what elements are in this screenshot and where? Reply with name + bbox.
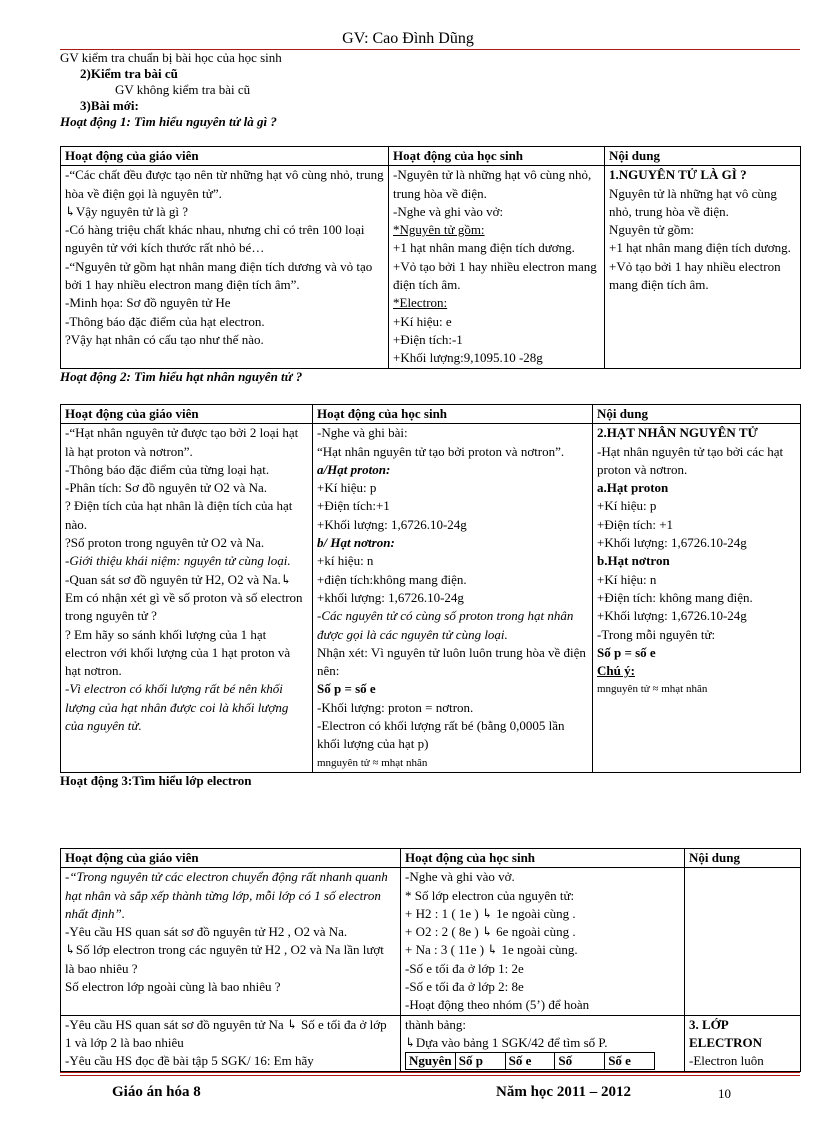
inner-header: Số e — [605, 1053, 655, 1070]
col-header: Nội dung — [685, 849, 801, 868]
teacher-cell: -“Các chất đều được tạo nên từ những hạt vô cùng nhỏ, trung hòa về điện gọi là nguyên tử”. ↳Vậy nguyên tử là gì ? -Có hàng triệu chất khác nhau, nhưng chỉ có trên 100 loại nguyên tử với kích thước rất nhỏ bé… -“Nguyên tử gồm hạt nhân mang điện tích dương và vỏ tạo bởi 1 hay nhiều electron mang điện tích âm”. -Minh họa: Sơ đồ nguyên tử He -Thông báo đặc điểm của hạt electron. ?Vậy hạt nhân có cấu tạo như thế nào. — [61, 166, 389, 368]
section-heading: 3)Bài mới: — [80, 98, 139, 113]
page-header: GV: Cao Đình Dũng — [342, 30, 474, 47]
content-cell — [685, 868, 801, 1015]
footer-left: Giáo án hóa 8 — [112, 1084, 201, 1100]
activity-2-table — [60, 404, 800, 789]
section-heading: 2)Kiểm tra bài cũ — [80, 66, 178, 81]
intro-line: GV kiểm tra chuẩn bị bài học của học sinh — [60, 50, 282, 65]
intro — [60, 50, 800, 130]
inner-header: Số e — [505, 1053, 555, 1070]
content-cell: 1.NGUYÊN TỬ LÀ GÌ ? Nguyên tử là những hạt vô cùng nhỏ, trung hòa về điện. Nguyên tử gồm: +1 hạt nhân mang điện tích dương. +Vỏ tạo bởi 1 hay nhiều electron mang điện tích âm. — [605, 166, 801, 368]
col-header: Hoạt động của học sinh — [389, 147, 605, 166]
col-header: Hoạt động của giáo viên — [61, 147, 389, 166]
student-cell: -Nguyên tử là những hạt vô cùng nhỏ, trung hòa về điện. -Nghe và ghi vào vở: *Nguyên tử gồm: +1 hạt nhân mang điện tích dương. +Vỏ tạo bởi 1 hay nhiều electron mang điện tích âm. *Electron: +Kí hiệu: e +Điện tích:-1 +Khối lượng:9,1095.10 -28g — [389, 166, 605, 368]
teacher-cell: -“Hạt nhân nguyên tử được tạo bởi 2 loại hạt là hạt proton và nơtron”. -Thông báo đặc điểm của từng loại hạt. -Phân tích: Sơ đồ nguyên tử O2 và Na. ? Điện tích của hạt nhân là điện tích của hạt nào. ?Số proton trong nguyên tử O2 và Na. -Giới thiệu khái niệm: nguyên tử cùng loại. -Quan sát sơ đồ nguyên tử H2, O2 và Na.↳ Em có nhận xét gì về số proton và số electron trong nguyên tử ? ? Em hãy so sánh khối lượng của 1 hạt electron với khối lượng của 1 hạt proton và hạt nơtron. -Vì electron có khối lượng rất bé nên khối lượng của hạt nhân được coi là khối lượng của nguyên tử. — [61, 424, 313, 773]
teacher-cell: -Yêu cầu HS quan sát sơ đồ nguyên tử Na ↳ Số e tối đa ở lớp 1 và lớp 2 là bao nhiêu -Yêu cầu HS đọc đề bài tập 5 SGK/ 16: Em hãy — [61, 1015, 401, 1071]
teacher-cell: -“Trong nguyên tử các electron chuyển động rất nhanh quanh hạt nhân và sắp xếp thành từng lớp, mỗi lớp có 1 số electron nhất định”. -Yêu cầu HS quan sát sơ đồ nguyên tử H2 , O2 và Na. ↳Số lớp electron trong các nguyên tử H2 , O2 và Na lần lượt là bao nhiêu ? Số electron lớp ngoài cùng là bao nhiêu ? — [61, 868, 401, 1015]
activity-title: Hoạt động 2: Tìm hiểu hạt nhân nguyên tử ? — [60, 368, 303, 384]
intro-line: GV không kiểm tra bài cũ — [115, 82, 251, 97]
student-cell: -Nghe và ghi vào vở. * Số lớp electron của nguyên tử: + H2 : 1 ( 1e ) ↳ 1e ngoài cùng . + O2 : 2 ( 8e ) ↳ 6e ngoài cùng . + Na : 3 ( 11e ) ↳ 1e ngoài cùng. -Số e tối đa ở lớp 1: 2e -Số e tối đa ở lớp 2: 8e -Hoạt động theo nhóm (5’) để hoàn — [401, 868, 685, 1015]
footer-line — [60, 1075, 800, 1076]
content-cell: 2.HẠT NHÂN NGUYÊN TỬ -Hạt nhân nguyên tử tạo bởi các hạt proton và nơtron. a.Hạt proton +Kí hiệu: p +Điện tích: +1 +Khối lượng: 1,6726.10-24g b.Hạt nơtron +Kí hiệu: n +Điện tích: không mang điện. +Khối lượng: 1,6726.10-24g -Trong mỗi nguyên tử: Số p = số e Chú ý: mnguyên tử ≈ mhạt nhân — [593, 424, 801, 773]
activity-title: Hoạt động 3:Tìm hiểu lớp electron — [60, 772, 252, 788]
footer-line — [60, 1072, 800, 1073]
content-cell: 3. LỚP ELECTRON -Electron luôn — [685, 1015, 801, 1071]
activity-title: Hoạt động 1: Tìm hiểu nguyên tử là gì ? — [60, 114, 277, 129]
col-header: Nội dung — [605, 147, 801, 166]
student-cell: thành bảng: ↳Dựa vào bảng 1 SGK/42 để tìm số P. Nguyên Số p Số e Số Số e — [401, 1015, 685, 1071]
col-header: Nội dung — [593, 405, 801, 424]
activity-3-table — [60, 848, 800, 1072]
page-number: 10 — [718, 1086, 731, 1101]
col-header: Hoạt động của học sinh — [401, 849, 685, 868]
footer-right: Năm học 2011 – 2012 — [496, 1084, 631, 1100]
inner-header: Nguyên — [406, 1053, 456, 1070]
student-cell: -Nghe và ghi bài: “Hạt nhân nguyên tử tạo bởi proton và nơtron”. a/Hạt proton: +Kí hiệu: p +Điện tích:+1 +Khối lượng: 1,6726.10-24g b/ Hạt nơtron: +kí hiệu: n +điện tích:không mang điện. +khối lượng: 1,6726.10-24g -Các nguyên tử có cùng số proton trong hạt nhân được gọi là các nguyên tử cùng loại. Nhận xét: Vì nguyên tử luôn luôn trung hòa về điện nên: Số p = số e -Khối lượng: proton = nơtron. -Electron có khối lượng rất bé (bằng 0,0005 lần khối lượng của hạt p) mnguyên tử ≈ mhạt nhân — [313, 424, 593, 773]
inner-header: Số p — [455, 1053, 505, 1070]
inner-header: Số — [555, 1053, 605, 1070]
col-header: Hoạt động của giáo viên — [61, 405, 313, 424]
inner-table — [405, 1052, 655, 1070]
col-header: Hoạt động của học sinh — [313, 405, 593, 424]
col-header: Hoạt động của giáo viên — [61, 849, 401, 868]
activity-1-table — [60, 146, 800, 385]
